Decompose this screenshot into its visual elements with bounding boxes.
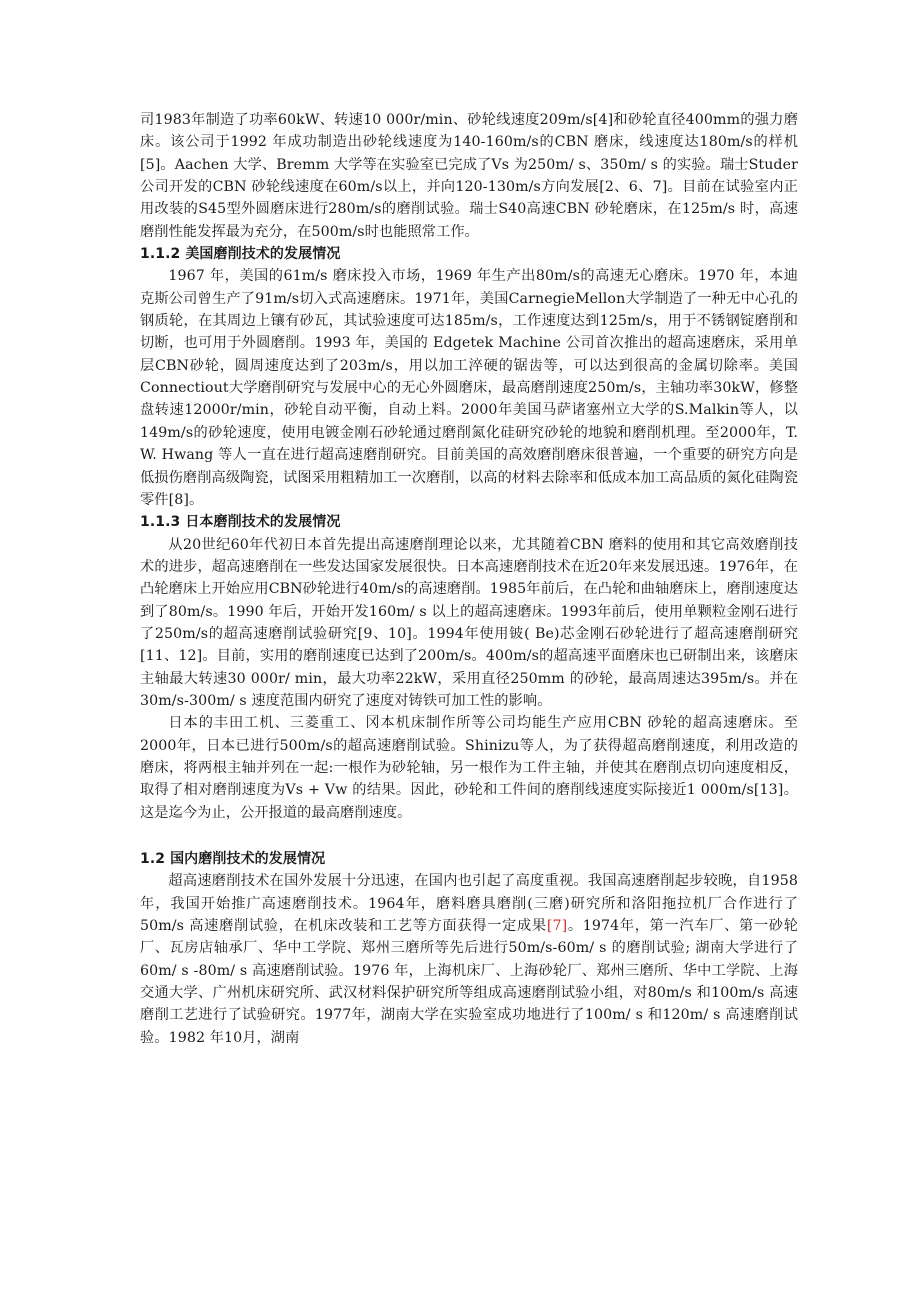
document-body [140, 109, 798, 1049]
paragraph-usa: 1967 年，美国的61m/s 磨床投入市场，1969 年生产出80m/s的高速无心磨床。1970 年，本迪克斯公司曾生产了91m/s切入式高速磨床。1971年，美国CarnegieMellon大学制造了一种无中心孔的钢质轮，在其周边上镶有砂瓦，其试验速度可达185m/s，工作速度达到125m/s，用于不锈钢锭磨削和切断，也可用于外圆磨削。1993 年，美国的 Edgetek Machine 公司首次推出的超高速磨床，采用单层CBN砂轮，圆周速度达到了203m/s，用以加工淬硬的锯齿等，可以达到很高的金属切除率。美国Connectiout大学磨削研究与发展中心的无心外圆磨床，最高磨削速度250m/s，主轴功率30kW，修整盘转速12000r/min，砂轮自动平衡，自动上料。2000年美国马萨诸塞州立大学的S.Malkin等人，以149m/s的砂轮速度，使用电镀金刚石砂轮通过磨削氮化硅研究砂轮的地貌和磨削机理。至2000年，T. W. Hwang 等人一直在进行超高速磨削研究。目前美国的高效磨削磨床很普遍，一个重要的研究方向是低损伤磨削高级陶瓷，试图采用粗精加工一次磨削，以高的材料去除率和低成本加工高品质的氮化硅陶瓷零件[8]。 [140, 268, 798, 508]
section-heading-japan: 1.1.3 日本磨削技术的发展情况 [140, 514, 341, 531]
section-heading-domestic: 1.2 国内磨削技术的发展情况 [140, 851, 326, 867]
section-heading-usa: 1.1.2 美国磨削技术的发展情况 [140, 246, 341, 263]
paragraph-domestic-text-a: 超高速磨削技术在国外发展十分迅速，在国内也引起了高度重视。我国高速磨削起步较晚，自1958年，我国开始推广高速磨削技术。1964年，磨料磨具磨削(三磨)研究所和洛阳拖拉机厂合作进行了50m/s 高速磨削试验，在机床改装和工艺等方面获得一定成果 [140, 873, 798, 935]
paragraph-japan-history: 从20世纪60年代初日本首先提出高速磨削理论以来，尤其随着CBN 磨料的使用和其它高效磨削技术的进步，超高速磨削在一些发达国家发展很快。日本高速磨削技术在近20年来发展迅速。1976年，在凸轮磨床上开始应用CBN砂轮进行40m/s的高速磨削。1985年前后，在凸轮和曲轴磨床上，磨削速度达到了80m/s。1990 年后，开始开发160m/ s 以上的超高速磨床。1993年前后，使用单颗粒金刚石进行了250m/s的超高速磨削试验研究[9、10]。1994年使用铍( Be)芯金刚石砂轮进行了超高速磨削研究[11、12]。目前，实用的磨削速度已达到了200m/s。400m/s的超高速平面磨床也已研制出来，该磨床主轴最大转速30 000r/ min，最大功率22kW，采用直径250mm 的砂轮，最高周速达395m/s。并在30m/s-300m/ s 速度范围内研究了速度对铸铁可加工性的影响。 [140, 536, 798, 709]
paragraph-domestic-text-b: 。1974年，第一汽车厂、第一砂轮厂、瓦房店轴承厂、华中工学院、郑州三磨所等先后进行50m/s-60m/ s 的磨削试验; 湖南大学进行了60m/ s -80m/ s 高速磨削试验。1976 年，上海机床厂、上海砂轮厂、郑州三磨所、华中工学院、上海交通大学、广州机床研究所、武汉材料保护研究所等组成高速磨削试验小组，对80m/s 和100m/s 高速磨削工艺进行了试验研究。1977年，湖南大学在实验室成功地进行了100m/ s 和120m/ s 高速磨削试验。1982 年10月，湖南 [140, 918, 798, 1046]
reference-link[interactable]: [7] [546, 918, 568, 935]
paragraph-domestic [140, 870, 798, 1049]
paragraph-germany-continued: 司1983年制造了功率60kW、转速10 000r/min、砂轮线速度209m/s[4]和砂轮直径400mm的强力磨床。该公司于1992 年成功制造出砂轮线速度为140-160m/s的CBN 磨床，线速度达180m/s的样机[5]。Aachen 大学、Bremm 大学等在实验室已完成了Vs 为250m/ s、350m/ s 的实验。瑞士Studer 公司开发的CBN 砂轮线速度在60m/s以上，并向120-130m/s方向发展[2、6、7]。目前在试验室内正用改装的S45型外圆磨床进行280m/s的磨削试验。瑞士S40高速CBN 砂轮磨床，在125m/s 时，高速磨削性能发挥最为充分，在500m/s时也能照常工作。 [140, 112, 798, 240]
section-spacer [140, 824, 798, 848]
paragraph-japan-companies: 日本的丰田工机、三菱重工、冈本机床制作所等公司均能生产应用CBN 砂轮的超高速磨床。至2000年，日本已进行500m/s的超高速磨削试验。Shinizu等人，为了获得超高磨削速度，利用改造的磨床，将两根主轴并列在一起:一根作为砂轮轴，另一根作为工件主轴，并使其在磨削点切向速度相反，取得了相对磨削速度为Vs + Vw 的结果。因此，砂轮和工件间的磨削线速度实际接近1 000m/s[13]。这是迄今为止，公开报道的最高磨削速度。 [140, 715, 798, 821]
